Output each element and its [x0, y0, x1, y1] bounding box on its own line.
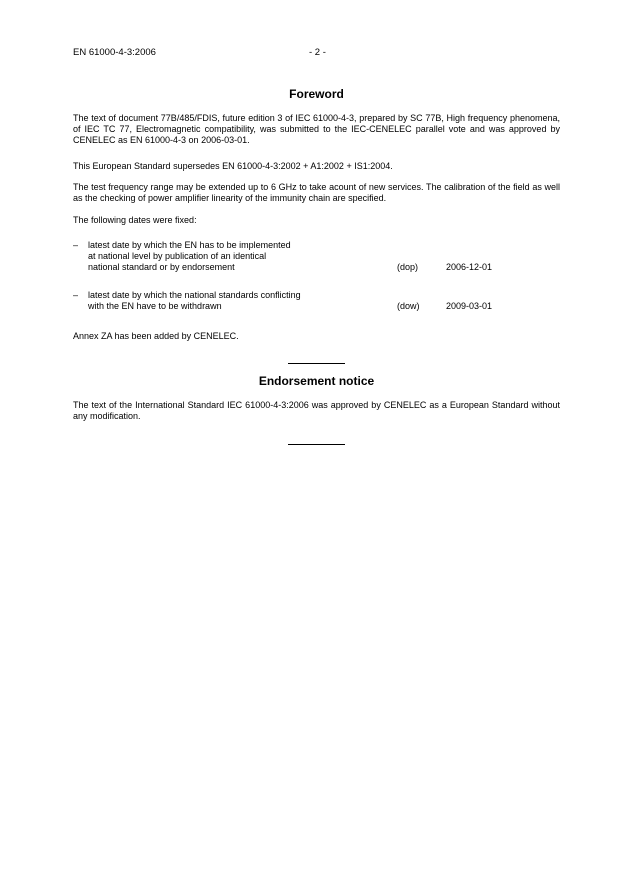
date-item-line: at national level by publication of an identical	[88, 251, 267, 261]
section-divider	[288, 363, 345, 364]
date-abbreviation: (dop)	[397, 262, 419, 272]
date-item-line: latest date by which the EN has to be implemented	[88, 240, 291, 250]
foreword-paragraph-3: The test frequency range may be extended up to 6 GHz to take acount of new services. The calibration of the field as well as the checking of power amplifier linearity of the immunity chain are specified.	[73, 182, 560, 203]
date-value: 2009-03-01	[446, 301, 493, 311]
date-item-description	[88, 240, 388, 273]
foreword-paragraph-1: The text of document 77B/485/FDIS, future edition 3 of IEC 61000-4-3, prepared by SC 77B, High frequency phenomena, of IEC TC 77, Electromagnetic compatibility, was submitted to the IEC-CENELEC parallel vote and was approved by CENELEC as EN 61000-4-3 on 2006-03-01.	[73, 113, 560, 145]
foreword-paragraph-4: The following dates were fixed:	[73, 215, 197, 225]
list-dash: –	[73, 290, 79, 300]
endorsement-text: The text of the International Standard IEC 61000-4-3:2006 was approved by CENELEC as a European Standard without any modification.	[73, 400, 560, 421]
date-item-line: national standard or by endorsement	[88, 262, 235, 272]
list-dash: –	[73, 240, 79, 250]
date-value: 2006-12-01	[446, 262, 493, 272]
section-divider	[288, 444, 345, 445]
date-abbreviation: (dow)	[397, 301, 420, 311]
date-item-description	[88, 290, 388, 312]
annex-note: Annex ZA has been added by CENELEC.	[73, 331, 239, 341]
foreword-title: Foreword	[289, 87, 344, 101]
document-id-header: EN 61000-4-3:2006	[73, 47, 156, 58]
date-item-line: latest date by which the national standards conflicting	[88, 290, 301, 300]
date-item-line: with the EN have to be withdrawn	[88, 301, 222, 311]
endorsement-title: Endorsement notice	[258, 374, 375, 388]
page-number: - 2 -	[309, 47, 326, 58]
foreword-paragraph-2: This European Standard supersedes EN 61000-4-3:2002 + A1:2002 + IS1:2004.	[73, 161, 393, 171]
